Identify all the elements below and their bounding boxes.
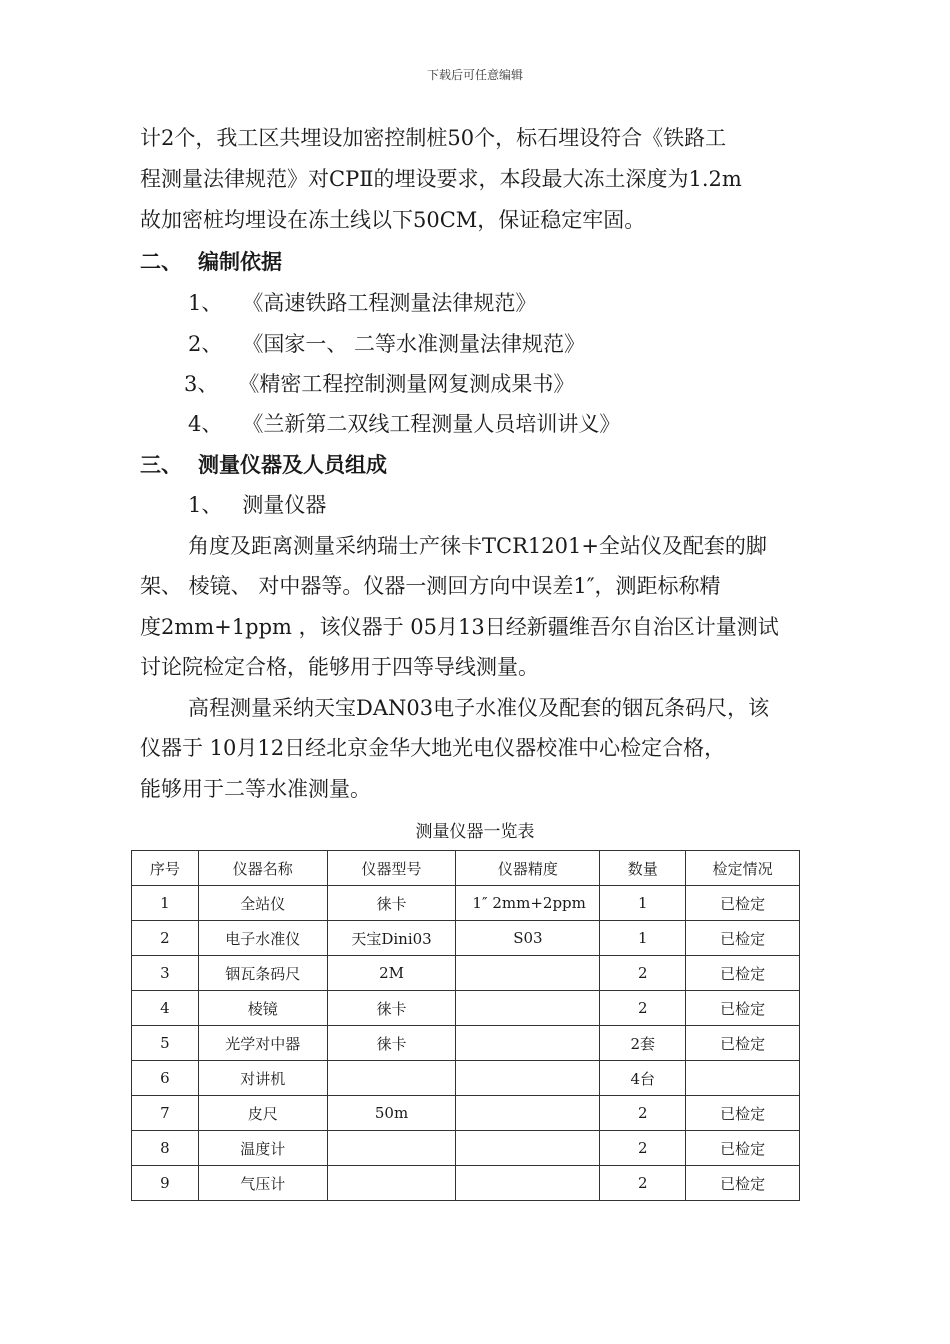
subsection-1-title: 测量仪器 bbox=[242, 493, 327, 517]
table-row bbox=[132, 1131, 800, 1166]
cell-quantity: 4台 bbox=[600, 1061, 686, 1096]
para-b-line-3: 能够用于二等水准测量。 bbox=[140, 777, 371, 801]
cell-name: 铟瓦条码尺 bbox=[198, 956, 327, 991]
cell-quantity: 2 bbox=[600, 1166, 686, 1201]
cell-quantity: 1 bbox=[600, 921, 686, 956]
para-a-line-1: 角度及距离测量采纳瑞士产徕卡TCR1201+全站仪及配套的脚 bbox=[188, 534, 767, 558]
cell-precision bbox=[456, 991, 600, 1026]
table-row bbox=[132, 921, 800, 956]
cell-model: 徕卡 bbox=[327, 991, 456, 1026]
basis-item-4 bbox=[188, 408, 620, 438]
section-2-number: 二、 bbox=[140, 250, 182, 274]
header-name: 仪器名称 bbox=[198, 851, 327, 886]
cell-name: 全站仪 bbox=[198, 886, 327, 921]
cell-calibration bbox=[686, 1061, 800, 1096]
para1-line-1: 计2个，我工区共埋设加密控制桩50个，标石埋设符合《铁路工 bbox=[140, 126, 727, 150]
cell-calibration: 已检定 bbox=[686, 1166, 800, 1201]
cell-precision bbox=[456, 1166, 600, 1201]
basis-item-1-text: 《高速铁路工程测量法律规范》 bbox=[242, 291, 537, 315]
cell-index: 5 bbox=[132, 1026, 199, 1061]
cell-name: 棱镜 bbox=[198, 991, 327, 1026]
basis-item-3-text: 《精密工程控制测量网复测成果书》 bbox=[238, 372, 575, 396]
cell-name: 温度计 bbox=[198, 1131, 327, 1166]
basis-item-4-text: 《兰新第二双线工程测量人员培训讲义》 bbox=[242, 412, 621, 436]
cell-precision bbox=[456, 1096, 600, 1131]
header-precision: 仪器精度 bbox=[456, 851, 600, 886]
table-row bbox=[132, 1096, 800, 1131]
section-3-title: 测量仪器及人员组成 bbox=[198, 453, 387, 477]
section-3-number: 三、 bbox=[140, 453, 182, 477]
para1-line-3: 故加密桩均埋设在冻土线以下50CM，保证稳定牢固。 bbox=[140, 208, 646, 232]
cell-model: 徕卡 bbox=[327, 886, 456, 921]
cell-calibration: 已检定 bbox=[686, 921, 800, 956]
para-b-line-1: 高程测量采纳天宝DAN03电子水准仪及配套的铟瓦条码尺，该 bbox=[188, 696, 770, 720]
cell-index: 8 bbox=[132, 1131, 199, 1166]
para-a-line-2: 架、 棱镜、 对中器等。仪器一测回方向中误差1″，测距标称精 bbox=[140, 574, 721, 598]
cell-model: 徕卡 bbox=[327, 1026, 456, 1061]
header-quantity: 数量 bbox=[600, 851, 686, 886]
cell-name: 光学对中器 bbox=[198, 1026, 327, 1061]
cell-name: 对讲机 bbox=[198, 1061, 327, 1096]
cell-calibration: 已检定 bbox=[686, 956, 800, 991]
basis-item-1-number: 1、 bbox=[188, 291, 223, 315]
basis-item-2-number: 2、 bbox=[188, 332, 223, 356]
basis-item-1 bbox=[188, 287, 536, 317]
header-calibration: 检定情况 bbox=[686, 851, 800, 886]
table-row bbox=[132, 1166, 800, 1201]
basis-item-3 bbox=[184, 368, 574, 398]
header-model: 仪器型号 bbox=[327, 851, 456, 886]
cell-model: 天宝Dini03 bbox=[327, 921, 456, 956]
para-a-line-3: 度2mm+1ppm ，该仪器于 05月13日经新疆维吾尔自治区计量测试 bbox=[140, 615, 779, 639]
cell-index: 1 bbox=[132, 886, 199, 921]
basis-item-4-number: 4、 bbox=[188, 412, 223, 436]
table-caption: 测量仪器一览表 bbox=[415, 822, 535, 842]
cell-calibration: 已检定 bbox=[686, 991, 800, 1026]
cell-quantity: 2 bbox=[600, 991, 686, 1026]
cell-model: 50m bbox=[327, 1096, 456, 1131]
cell-index: 4 bbox=[132, 991, 199, 1026]
para-a-line-4: 讨论院检定合格，能够用于四等导线测量。 bbox=[140, 655, 539, 679]
cell-precision bbox=[456, 1061, 600, 1096]
subsection-1-heading bbox=[188, 489, 326, 519]
cell-quantity: 2 bbox=[600, 956, 686, 991]
table-row bbox=[132, 991, 800, 1026]
table-row bbox=[132, 886, 800, 921]
cell-index: 9 bbox=[132, 1166, 199, 1201]
cell-index: 2 bbox=[132, 921, 199, 956]
cell-model bbox=[327, 1061, 456, 1096]
cell-quantity: 2套 bbox=[600, 1026, 686, 1061]
cell-quantity: 2 bbox=[600, 1096, 686, 1131]
page-header: 下载后可任意编辑 bbox=[426, 68, 523, 82]
section-2-heading bbox=[140, 246, 282, 276]
cell-quantity: 1 bbox=[600, 886, 686, 921]
para-b-line-2: 仪器于 10月12日经北京金华大地光电仪器校准中心检定合格， bbox=[140, 736, 726, 760]
cell-index: 3 bbox=[132, 956, 199, 991]
section-3-heading bbox=[140, 449, 387, 479]
basis-item-2-text: 《国家一、 二等水准测量法律规范》 bbox=[242, 332, 586, 356]
section-2-title: 编制依据 bbox=[198, 250, 282, 274]
subsection-1-number: 1、 bbox=[188, 493, 223, 517]
cell-model bbox=[327, 1166, 456, 1201]
instrument-table bbox=[131, 850, 800, 1201]
para1-line-2: 程测量法律规范》对CPⅡ的埋设要求，本段最大冻土深度为1.2m bbox=[140, 167, 742, 191]
cell-precision bbox=[456, 1026, 600, 1061]
cell-name: 气压计 bbox=[198, 1166, 327, 1201]
cell-quantity: 2 bbox=[600, 1131, 686, 1166]
cell-precision: S03 bbox=[456, 921, 600, 956]
cell-model: 2M bbox=[327, 956, 456, 991]
cell-calibration: 已检定 bbox=[686, 1096, 800, 1131]
table-row bbox=[132, 1026, 800, 1061]
table-header-row bbox=[132, 851, 800, 886]
cell-name: 皮尺 bbox=[198, 1096, 327, 1131]
header-index: 序号 bbox=[132, 851, 199, 886]
cell-calibration: 已检定 bbox=[686, 1026, 800, 1061]
cell-calibration: 已检定 bbox=[686, 886, 800, 921]
basis-item-3-number: 3、 bbox=[184, 372, 219, 396]
cell-model bbox=[327, 1131, 456, 1166]
cell-index: 7 bbox=[132, 1096, 199, 1131]
cell-precision: 1″ 2mm+2ppm bbox=[456, 886, 600, 921]
cell-index: 6 bbox=[132, 1061, 199, 1096]
table-row bbox=[132, 1061, 800, 1096]
basis-item-2 bbox=[188, 328, 585, 358]
cell-name: 电子水准仪 bbox=[198, 921, 327, 956]
cell-precision bbox=[456, 956, 600, 991]
cell-precision bbox=[456, 1131, 600, 1166]
table-row bbox=[132, 956, 800, 991]
cell-calibration: 已检定 bbox=[686, 1131, 800, 1166]
